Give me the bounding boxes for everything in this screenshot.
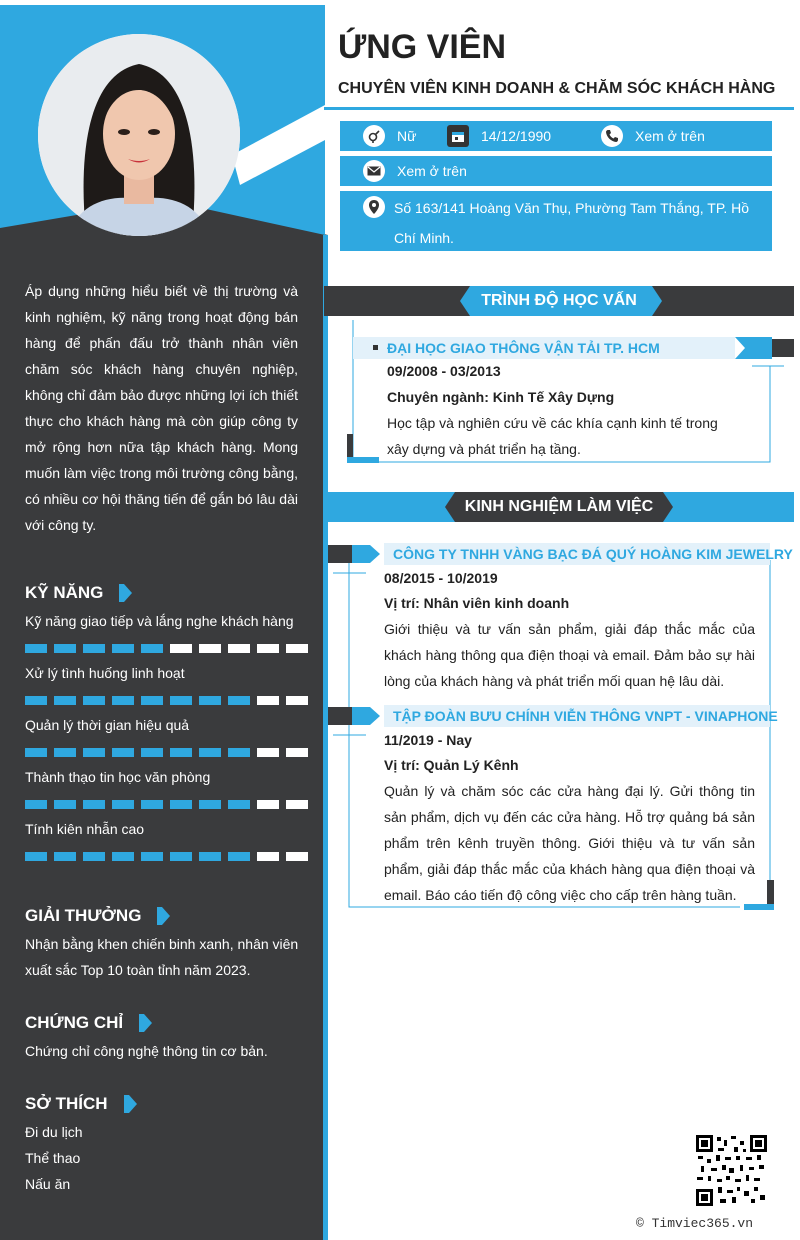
- education-heading: TRÌNH ĐỘ HỌC VẤN: [481, 292, 637, 309]
- company-name: CÔNG TY TNHH VÀNG BẠC ĐÁ QUÝ HOÀNG KIM JEWELRY: [393, 546, 793, 562]
- skill-name: Quản lý thời gian hiệu quả: [25, 717, 190, 733]
- school-tag: [353, 337, 735, 359]
- awards-heading-label: GIẢI THƯỞNG: [25, 906, 142, 925]
- candidate-name: ỨNG VIÊN: [338, 28, 507, 66]
- address-line: Chí Minh.: [394, 230, 454, 246]
- hobby-item: Đi du lịch: [25, 1124, 83, 1140]
- address-line: Số 163/141 Hoàng Văn Thụ, Phường Tam Thắng, TP. Hồ: [394, 200, 750, 216]
- skill-name: Tính kiên nhẫn cao: [25, 821, 145, 837]
- job-position: Vị trí: Nhân viên kinh doanh: [384, 595, 570, 611]
- education-section-header: [324, 286, 794, 316]
- birthdate-value: 14/12/1990: [481, 128, 552, 144]
- email-value: Xem ở trên: [397, 163, 467, 179]
- company-tag: [384, 705, 778, 727]
- company-tag: [384, 543, 793, 565]
- qr-code[interactable]: [696, 1135, 767, 1206]
- hobbies-heading-label: SỞ THÍCH: [25, 1094, 108, 1113]
- job-period: 11/2019 - Nay: [384, 732, 472, 748]
- awards-text: Nhận bằng khen chiến binh xanh, nhân viên xuất sắc Top 10 toàn tỉnh năm 2023.: [25, 936, 299, 978]
- certificates-heading-label: CHỨNG CHỈ: [25, 1013, 124, 1032]
- job-description: Quản lý và chăm sóc các cửa hàng đại lý. Gửi thông tin sản phẩm, dịch vụ đến các cửa hàng. Hỗ trợ quảng bá sản phẩm trên kênh truyền thông. Giới thiệu và tư vấn sản phẩm, giải đáp thắc mắc của khách hàng qua điện thoại và email. Báo cáo tiến độ công việc cho cấp trên hàng tuần.: [384, 783, 755, 903]
- job-period: 08/2015 - 10/2019: [384, 570, 498, 586]
- company-name: TẬP ĐOÀN BƯU CHÍNH VIỄN THÔNG VNPT - VINAPHONE: [393, 708, 778, 724]
- phone-value: Xem ở trên: [635, 128, 705, 144]
- school-name: ĐẠI HỌC GIAO THÔNG VẬN TẢI TP. HCM: [387, 340, 660, 356]
- certificates-text: Chứng chỉ công nghệ thông tin cơ bản.: [25, 1043, 268, 1059]
- gender-value: Nữ: [397, 128, 417, 144]
- job-description: Giới thiệu và tư vấn sản phẩm, giải đáp thắc mắc của khách hàng thông qua điện thoại và email. Đảm bảo sự hài lòng của khách hàng và phát triển mối quan hệ lâu dài.: [384, 621, 755, 689]
- skill-name: Xử lý tình huống linh hoạt: [25, 665, 185, 681]
- skills-heading-label: KỸ NĂNG: [25, 583, 104, 602]
- hobby-item: Thể thao: [25, 1150, 81, 1166]
- education-desc-line: xây dựng và phát triển hạ tầng.: [387, 441, 581, 457]
- hobby-item: Nấu ăn: [25, 1176, 71, 1192]
- job-title: CHUYÊN VIÊN KINH DOANH & CHĂM SÓC KHÁCH HÀNG: [338, 80, 776, 97]
- job-position: Vị trí: Quản Lý Kênh: [384, 757, 519, 773]
- copyright: © Timviec365.vn: [636, 1216, 754, 1231]
- education-major: Chuyên ngành: Kinh Tế Xây Dựng: [387, 389, 615, 405]
- skill-name: Kỹ năng giao tiếp và lắng nghe khách hàng: [25, 613, 294, 629]
- skill-name: Thành thạo tin học văn phòng: [25, 769, 211, 785]
- education-desc-line: Học tập và nghiên cứu về các khía cạnh kinh tế trong: [387, 415, 718, 431]
- experience-heading: KINH NGHIỆM LÀM VIỆC: [464, 498, 654, 515]
- experience-section-header: [324, 492, 794, 522]
- education-period: 09/2008 - 03/2013: [387, 363, 501, 379]
- bullet-icon: [373, 345, 378, 350]
- career-objective: Áp dụng những hiểu biết về thị trường và kinh nghiệm, kỹ năng trong hoạt động bán hàng để phấn đấu trở thành nhân viên chăm sóc khách hàng chuyên nghiệp, không chỉ đảm bảo được những lợi ích thiết thực cho khách hàng mà còn giúp công ty mở rộng hơn nữa tập khách hàng. Mong muốn làm việc trong môi trường công bằng, có nhiều cơ hội thăng tiến để gắn bó lâu dài với công ty.: [25, 283, 298, 533]
